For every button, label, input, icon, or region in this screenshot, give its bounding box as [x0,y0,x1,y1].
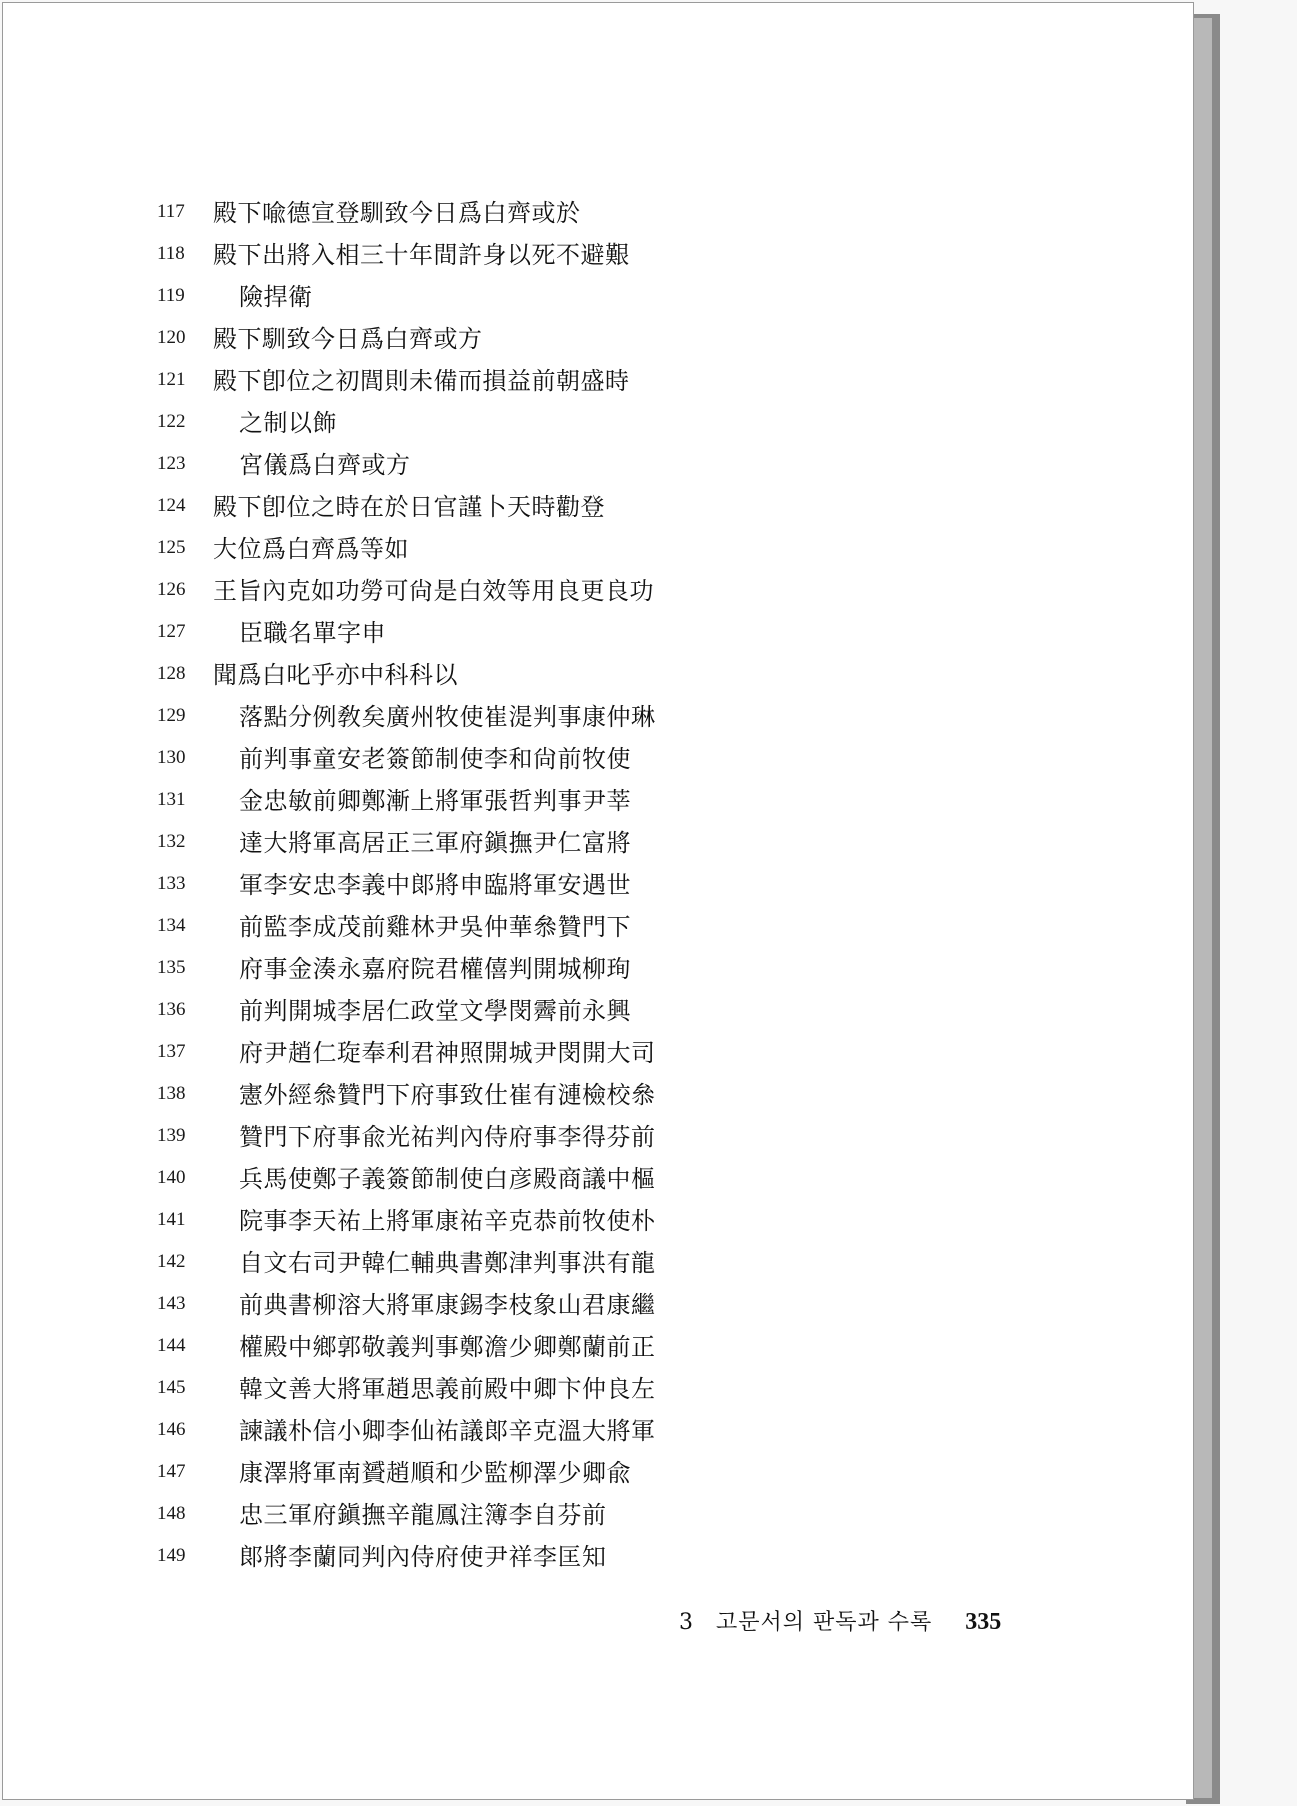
text-line [157,817,1157,859]
text-line [157,1195,1157,1237]
line-text: 自文右司尹韓仁輔典書鄭津判事洪有龍 [239,1249,656,1277]
transcription-lines [157,187,1157,1573]
line-text: 宮儀爲白齊或方 [239,451,411,479]
text-line [157,187,1157,229]
text-line [157,1027,1157,1069]
line-number: 141 [157,1209,186,1230]
text-line [157,1321,1157,1363]
text-line [157,607,1157,649]
line-text: 兵馬使鄭子義簽節制使白彦殿商議中樞 [239,1165,656,1193]
footer-chapter-number: 3 [679,1610,693,1635]
line-number: 121 [157,369,186,390]
text-line [157,775,1157,817]
line-number: 135 [157,957,186,978]
page-footer [679,1605,1001,1636]
line-text: 贊門下府事兪光祐判內侍府事李得芬前 [239,1123,656,1151]
line-number: 124 [157,495,186,516]
line-number: 118 [157,243,185,264]
line-number: 146 [157,1419,186,1440]
line-text: 臣職名單字申 [239,619,386,647]
line-number: 136 [157,999,186,1020]
line-text: 諫議朴信小卿李仙祐議郞辛克溫大將軍 [239,1417,656,1445]
line-number: 140 [157,1167,186,1188]
line-number: 123 [157,453,186,474]
line-number: 132 [157,831,186,852]
line-text: 康澤將軍南贇趙順和少監柳澤少卿兪 [239,1459,631,1487]
line-number: 117 [157,201,185,222]
line-number: 145 [157,1377,186,1398]
line-number: 147 [157,1461,186,1482]
footer-page-number: 335 [965,1609,1002,1635]
line-number: 143 [157,1293,186,1314]
line-text: 大位爲白齊爲等如 [213,535,409,563]
text-line [157,355,1157,397]
line-number: 131 [157,789,186,810]
text-line [157,733,1157,775]
line-text: 忠三軍府鎭撫辛龍鳳注簿李自芬前 [239,1501,607,1529]
line-text: 府尹趙仁琁奉利君神照開城尹閔開大司 [239,1039,656,1067]
text-line [157,1531,1157,1573]
line-number: 125 [157,537,186,558]
document-page [2,2,1194,1800]
text-line [157,1279,1157,1321]
text-line [157,1153,1157,1195]
line-text: 殿下卽位之初閭則未備而損益前朝盛時 [213,367,630,395]
line-number: 144 [157,1335,186,1356]
line-number: 139 [157,1125,186,1146]
text-line [157,1447,1157,1489]
text-line [157,229,1157,271]
text-line [157,901,1157,943]
line-text: 軍李安忠李義中郞將申臨將軍安遇世 [239,871,631,899]
text-line [157,649,1157,691]
line-number: 133 [157,873,186,894]
line-text: 憲外經叅贊門下府事致仕崔有漣檢校叅 [239,1081,656,1109]
line-text: 王旨內克如功勞可尙是白效等用良更良功 [213,577,654,605]
line-text: 殿下出將入相三十年間許身以死不避艱 [213,241,630,269]
line-number: 122 [157,411,186,432]
line-number: 130 [157,747,186,768]
line-text: 落點分例敎矣廣州牧使崔湜判事康仲琳 [239,703,656,731]
line-text: 前典書柳溶大將軍康錫李枝象山君康繼 [239,1291,656,1319]
line-text: 前判事童安老簽節制使李和尙前牧使 [239,745,631,773]
line-number: 126 [157,579,186,600]
line-number: 119 [157,285,185,306]
text-line [157,943,1157,985]
text-line [157,1405,1157,1447]
line-number: 137 [157,1041,186,1062]
line-text: 達大將軍高居正三軍府鎭撫尹仁富將 [239,829,631,857]
text-line [157,481,1157,523]
line-text: 郞將李蘭同判內侍府使尹祥李匡知 [239,1543,607,1571]
line-number: 142 [157,1251,186,1272]
text-line [157,1489,1157,1531]
line-text: 院事李天祐上將軍康祐辛克恭前牧使朴 [239,1207,656,1235]
line-text: 殿下卽位之時在於日官謹卜天時勸登 [213,493,605,521]
line-text: 韓文善大將軍趙思義前殿中卿卞仲良左 [239,1375,656,1403]
footer-chapter-title: 고문서의 판독과 수록 [716,1610,933,1635]
text-line [157,1363,1157,1405]
text-line [157,565,1157,607]
line-text: 殿下喩德宣登馴致今日爲白齊或於 [213,199,581,227]
text-line [157,523,1157,565]
text-line [157,397,1157,439]
line-text: 府事金湊永嘉府院君權僖判開城柳珣 [239,955,631,983]
text-line [157,1237,1157,1279]
line-number: 127 [157,621,186,642]
line-number: 149 [157,1545,186,1566]
line-number: 138 [157,1083,186,1104]
line-number: 134 [157,915,186,936]
line-number: 129 [157,705,186,726]
line-text: 險捍衛 [239,283,313,311]
text-line [157,691,1157,733]
text-line [157,313,1157,355]
line-text: 前監李成茂前雞林尹吳仲華叅贊門下 [239,913,631,941]
text-line [157,271,1157,313]
line-number: 128 [157,663,186,684]
line-text: 聞爲白叱乎亦中科科以 [213,661,458,689]
text-line [157,859,1157,901]
text-line [157,439,1157,481]
line-text: 前判開城李居仁政堂文學閔霽前永興 [239,997,631,1025]
text-line [157,1069,1157,1111]
line-text: 權殿中鄉郭敬義判事鄭澹少卿鄭蘭前正 [239,1333,656,1361]
line-number: 120 [157,327,186,348]
line-text: 金忠敏前卿鄭漸上將軍張哲判事尹莘 [239,787,631,815]
line-text: 殿下馴致今日爲白齊或方 [213,325,483,353]
text-line [157,1111,1157,1153]
line-number: 148 [157,1503,186,1524]
text-line [157,985,1157,1027]
line-text: 之制以飾 [239,409,337,437]
